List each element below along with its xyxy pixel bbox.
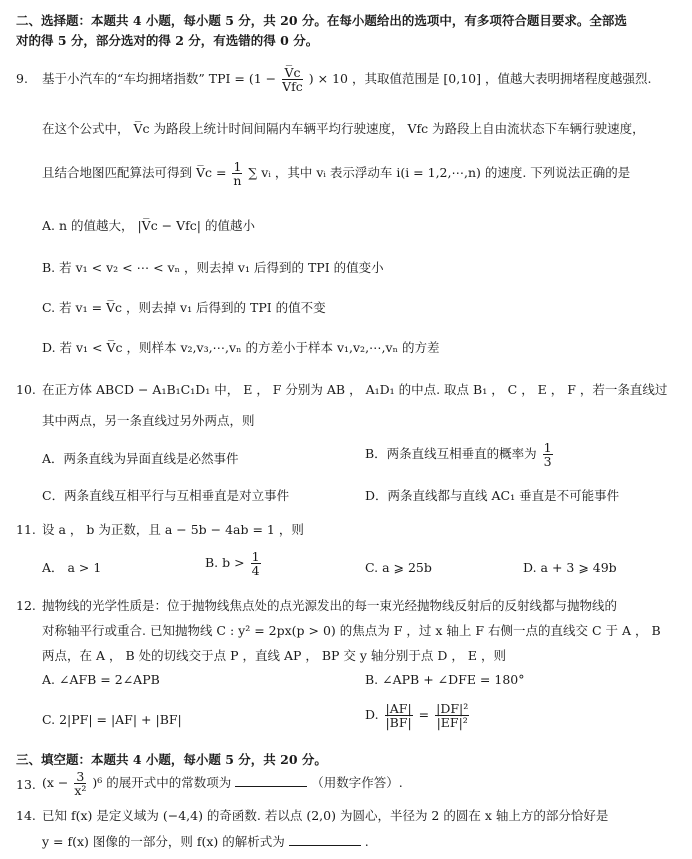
fraction-3-x2 (74, 770, 86, 797)
text: 且结合地图匹配算法可得到 V̅c = (42, 165, 227, 180)
text: （用数字作答）. (311, 775, 403, 790)
option-c: C. a ⩾ 25b (365, 560, 432, 575)
text: . (364, 834, 369, 849)
text: (x − (42, 775, 69, 790)
option-c: C．两条直线互相平行与互相垂直是对立事件 (42, 488, 290, 503)
fraction-bottom: x² (74, 783, 87, 798)
question-13-line-1 (42, 769, 403, 797)
text: ，其中 vᵢ 表示浮动车 i(i = 1,2,⋯,n) 的速度. 下列说法正确的是 (274, 165, 631, 180)
fraction-top: 1 (543, 440, 552, 455)
fraction-bottom: |BF| (385, 715, 412, 730)
fraction-bottom: n (233, 173, 242, 188)
option-a: A. ∠AFB = 2∠APB (42, 672, 160, 687)
question-number: 14. (16, 808, 36, 823)
text: D. (365, 707, 379, 722)
equals: = (418, 707, 430, 722)
option-b (365, 441, 555, 468)
fraction-bottom: 3 (543, 454, 552, 469)
fraction-bottom: |EF|² (436, 715, 468, 730)
fraction-top: |DF|² (436, 701, 469, 716)
question-12-line-3: 两点，在 A ， B 处的切线交于点 P ，直线 AP ， BP 交 y 轴分别于点 D ， E ，则 (42, 648, 506, 663)
fraction-1-n (232, 160, 242, 187)
option-d: D．两条直线都与直线 AC₁ 垂直是不可能事件 (365, 488, 620, 503)
option-d (365, 701, 471, 729)
text: B．两条直线互相垂直的概率为 (365, 446, 537, 461)
fraction-top: 1 (233, 159, 242, 174)
fraction-af-bf (385, 702, 413, 729)
question-number: 12. (16, 598, 36, 613)
option-d: D. a + 3 ⩾ 49b (523, 560, 617, 575)
question-number: 13. (16, 777, 36, 792)
question-14-line-2 (42, 833, 369, 851)
answer-blank[interactable] (289, 845, 361, 846)
question-10-line-2: 其中两点，另一条直线过另外两点，则 (42, 413, 255, 428)
fraction-1-4 (251, 550, 261, 577)
option-a: A．两条直线为异面直线是必然事件 (42, 451, 239, 466)
section-2-title: 二、选择题：本题共 4 小题，每小题 5 分，共 20 分。在每小题给出的选项中，有多项符合题目要求。全部选 (16, 13, 627, 28)
option-b (205, 550, 263, 577)
question-12-line-1: 抛物线的光学性质是：位于抛物线焦点处的点光源发出的每一束光经抛物线反射后的反射线都与抛物线的 (42, 598, 618, 613)
section-2-title-cont: 对的得 5 分，部分选对的得 2 分，有选错的得 0 分。 (16, 33, 319, 48)
fraction-top: |AF| (385, 701, 412, 716)
option-c: C. 若 v₁ = V̅c ，则去掉 v₁ 后得到的 TPI 的值不变 (42, 300, 326, 315)
option-a: A． a > 1 (42, 560, 102, 575)
question-10-line-1: 在正方体 ABCD − A₁B₁C₁D₁ 中， E ， F 分别为 AB ， A₁D₁ 的中点. 取点 B₁ ， C ， E ， F ，若一条直线过 (42, 382, 668, 397)
fraction-top: 1 (251, 549, 260, 564)
fraction-1-3 (543, 441, 553, 468)
question-9-line-3 (42, 160, 630, 187)
option-d: D. 若 v₁ < V̅c ，则样本 v₂,v₃,⋯,vₙ 的方差小于样本 v₁,v₂,⋯,vₙ 的方差 (42, 340, 440, 355)
fraction-vc-vfc (282, 66, 303, 93)
question-9-line-2: 在这个公式中， V̅c 为路段上统计时间间隔内车辆平均行驶速度， Vfc 为路段上自由流状态下车辆行驶速度， (42, 121, 645, 136)
summation: ∑ vᵢ (248, 165, 271, 180)
text: 基于小汽车的“车均拥堵指数” TPI = (1 − (42, 71, 277, 86)
option-a: A. n 的值越大， |V̅c − Vfc| 的值越小 (42, 218, 255, 233)
text: B. b > (205, 555, 245, 570)
option-c: C. 2|PF| = |AF| + |BF| (42, 712, 182, 727)
fraction-df-ef (435, 702, 469, 729)
question-14-line-1: 已知 f(x) 是定义域为 (−4,4) 的奇函数. 若以点 (2,0) 为圆心，半径为 2 的圆在 x 轴上方的部分恰好是 (42, 808, 609, 823)
text: ) × 10 ，其取值范围是 [0,10] ，值越大表明拥堵程度越强烈. (308, 71, 652, 86)
text: y = f(x) 图像的一部分，则 f(x) 的解析式为 (42, 834, 285, 849)
answer-blank[interactable] (235, 786, 307, 787)
question-number: 11. (16, 522, 36, 537)
question-9-line-1 (42, 66, 651, 93)
question-11-line-1: 设 a ， b 为正数，且 a − 5b − 4ab = 1 ，则 (42, 522, 304, 537)
question-12-line-2: 对称轴平行或重合. 已知抛物线 C : y² = 2px(p > 0) 的焦点为 F ，过 x 轴上 F 右侧一点的直线交 C 于 A ， B (42, 623, 661, 638)
fraction-bottom: Vfc (282, 79, 303, 94)
fraction-top: 3 (74, 770, 86, 784)
option-b: B. ∠APB + ∠DFE = 180° (365, 672, 525, 687)
question-number: 10. (16, 382, 36, 397)
option-b: B. 若 v₁ < v₂ < ⋯ < vₙ ，则去掉 v₁ 后得到的 TPI 的值变小 (42, 260, 384, 275)
fraction-top: V̅c (282, 66, 303, 80)
section-3-title: 三、填空题：本题共 4 小题，每小题 5 分，共 20 分。 (16, 752, 327, 767)
text: )⁶ 的展开式中的常数项为 (92, 775, 232, 790)
question-number: 9. (16, 71, 28, 86)
fraction-bottom: 4 (251, 563, 260, 578)
